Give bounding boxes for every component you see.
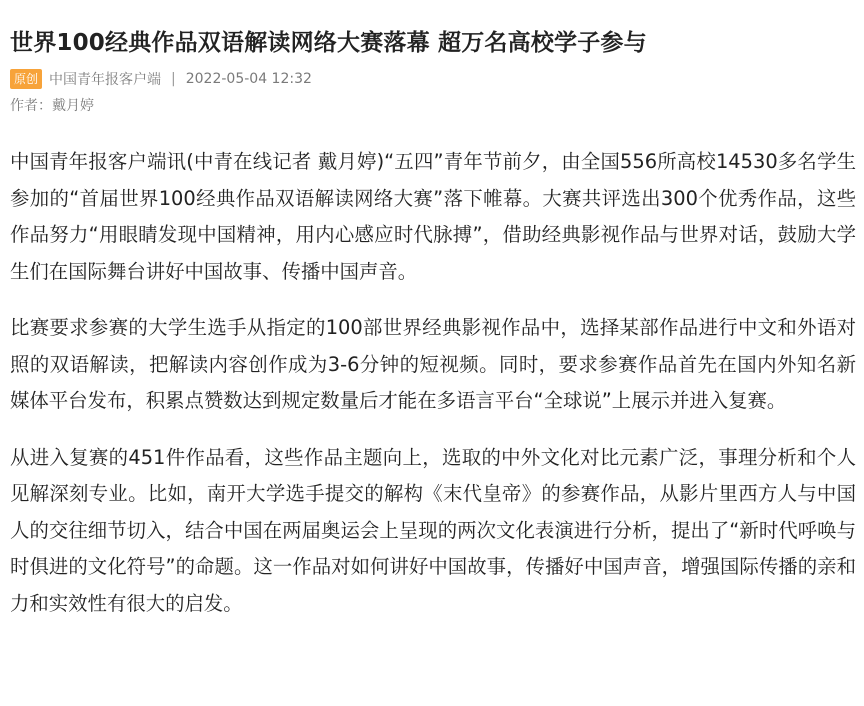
- author-name: 戴月婷: [52, 98, 94, 114]
- article-title: 世界100经典作品双语解读网络大赛落幕 超万名高校学子参与: [10, 30, 647, 56]
- author-line: [10, 95, 864, 117]
- paragraph-1: 中国青年报客户端讯(中青在线记者 戴月婷)“五四”青年节前夕，由全国556所高校14530多名学生参加的“首届世界100经典作品双语解读网络大赛”落下帷幕。大赛共评选出300个优秀作品，这些作品努力“用眼睛发现中国精神，用内心感应时代脉搏”，借助经典影视作品与世界对话，鼓励大学生们在国际舞台讲好中国故事、传播中国声音。: [10, 150, 856, 283]
- article-meta: [10, 68, 864, 90]
- author-label: 作者：: [10, 98, 52, 114]
- paragraph-3: 从进入复赛的451件作品看，这些作品主题向上，选取的中外文化对比元素广泛，事理分析和个人见解深刻专业。比如，南开大学选手提交的解构《末代皇帝》的参赛作品，从影片里西方人与中国人的交往细节切入，结合中国在两届奥运会上呈现的两次文化表演进行分析，提出了“新时代呼唤与时俱进的文化符号”的命题。这一作品对如何讲好中国故事，传播好中国声音，增强国际传播的亲和力和实效性有很大的启发。: [10, 445, 856, 615]
- publish-datetime: 2022-05-04 12:32: [185, 71, 312, 87]
- source-name[interactable]: 中国青年报客户端: [49, 72, 162, 88]
- paragraph-2: 比赛要求参赛的大学生选手从指定的100部世界经典影视作品中，选择某部作品进行中文和外语对照的双语解读，把解读内容创作成为3-6分钟的短视频。同时，要求参赛作品首先在国内外知名新媒体平台发布，积累点赞数达到规定数量后才能在多语言平台“全球说”上展示并进入复赛。: [10, 316, 856, 412]
- article-body: [10, 144, 856, 622]
- meta-separator: |: [171, 71, 176, 87]
- original-badge: 原创: [10, 69, 42, 89]
